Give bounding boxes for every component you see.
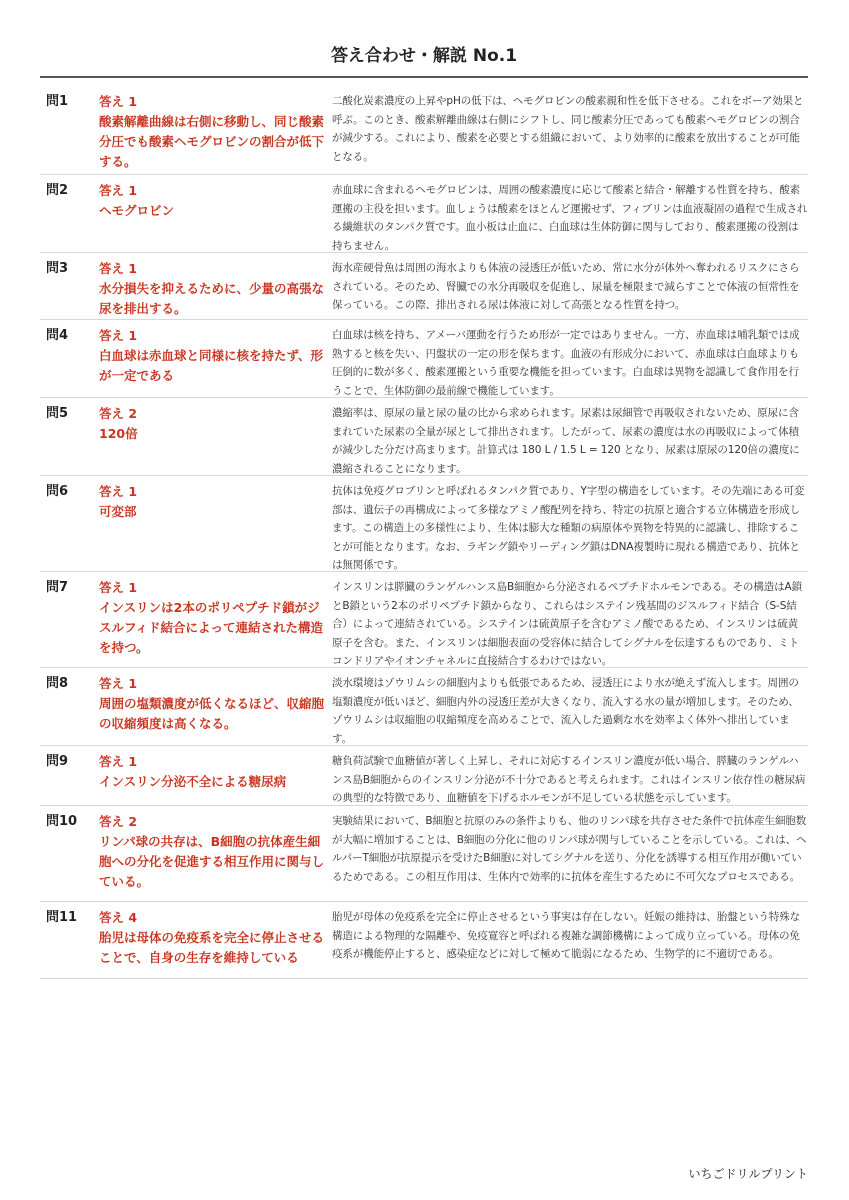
answer-block bbox=[99, 812, 332, 892]
answer-text: 120倍 bbox=[99, 426, 138, 441]
question-number: 問6 bbox=[46, 484, 69, 499]
question-row-1 bbox=[40, 86, 808, 175]
answer-choice: 答え 1 bbox=[99, 261, 138, 276]
question-number: 問10 bbox=[46, 814, 78, 829]
answer-text: ヘモグロビン bbox=[99, 203, 175, 218]
question-row-2 bbox=[40, 175, 808, 253]
answer-block bbox=[99, 259, 332, 319]
answer-text: 周囲の塩類濃度が低くなるほど、収縮胞の収縮頻度は高くなる。 bbox=[99, 696, 325, 731]
answer-text: 可変部 bbox=[99, 504, 137, 519]
answer-block bbox=[99, 578, 332, 658]
answer-block bbox=[99, 92, 332, 172]
question-number: 問1 bbox=[46, 94, 69, 109]
explanation-text: 海水産硬骨魚は周囲の海水よりも体液の浸透圧が低いため、常に水分が体外へ奪われるリスクにさらされている。そのため、腎臓での水分再吸収を促進し、尿量を極限まで減らすことで体液の恒常性を保っている。この際、排出される尿は体液に対して高張となる性質を持つ。 bbox=[332, 262, 800, 311]
question-row-4 bbox=[40, 320, 808, 398]
answer-choice: 答え 1 bbox=[99, 676, 138, 691]
answer-choice: 答え 1 bbox=[99, 94, 138, 109]
explanation-text: 実験結果において、B細胞と抗原のみの条件よりも、他のリンパ球を共存させた条件で抗体産生細胞数が大幅に増加することは、B細胞の分化に他のリンパ球が関与していることを示している。これは、ヘルパーT細胞が抗原提示を受けたB細胞に対してシグナルを送り、分化を誘導する相互作用が働いているためである。この相互作用は、生体内で効率的に抗体を産生するために不可欠なプロセスである。 bbox=[332, 815, 807, 883]
question-row-8 bbox=[40, 668, 808, 746]
answer-list bbox=[40, 86, 808, 979]
question-row-10 bbox=[40, 806, 808, 902]
answer-block bbox=[99, 908, 332, 968]
answer-choice: 答え 1 bbox=[99, 328, 138, 343]
explanation-text: 淡水環境はゾウリムシの細胞内よりも低張であるため、浸透圧により水が絶えず流入します。周囲の塩類濃度が低いほど、細胞内外の浸透圧差が大きくなり、流入する水の量が増加します。そのため、ゾウリムシは収縮胞の収縮頻度を高めることで、流入した過剰な水を効率よく体外へ排出しています。 bbox=[332, 677, 799, 745]
question-number: 問2 bbox=[46, 183, 69, 198]
question-row-3 bbox=[40, 253, 808, 320]
explanation-text: 抗体は免疫グロブリンと呼ばれるタンパク質であり、Y字型の構造をしています。その先端にある可変部は、遺伝子の再構成によって多様なアミノ酸配列を持ち、特定の抗原と適合する立体構造を形成します。この構造上の多様性により、生体は膨大な種類の病原体や異物を特異的に認識し、排除することが可能となります。なお、ラギング鎖やリーディング鎖はDNA複製時に現れる構造であり、抗体とは無関係です。 bbox=[332, 485, 805, 571]
answer-text: 水分損失を抑えるために、少量の高張な尿を排出する。 bbox=[99, 281, 325, 316]
answer-block bbox=[99, 482, 332, 522]
explanation-text: 胎児が母体の免疫系を完全に停止させるという事実は存在しない。妊娠の維持は、胎盤という特殊な構造による物理的な隔離や、免疫寛容と呼ばれる複雑な調節機構によって成り立っている。母体の免疫系が機能停止すると、感染症などに対して極めて脆弱になるため、生物学的に不適切である。 bbox=[332, 911, 800, 960]
answer-text: 酸素解離曲線は右側に移動し、同じ酸素分圧でも酸素ヘモグロビンの割合が低下する。 bbox=[99, 114, 325, 169]
answer-choice: 答え 1 bbox=[99, 183, 138, 198]
answer-text: 白血球は赤血球と同様に核を持たず、形が一定である bbox=[99, 348, 324, 383]
explanation-text: 赤血球に含まれるヘモグロビンは、周囲の酸素濃度に応じて酸素と結合・解離する性質を持ち、酸素運搬の主役を担います。血しょうは酸素をほとんど運搬せず、フィブリンは血液凝固の過程で生成される繊維状のタンパク質です。血小板は止血に、白血球は生体防御に関与しており、酸素運搬の役割は持ちません。 bbox=[332, 184, 808, 252]
answer-text: インスリンは2本のポリペプチド鎖がジスルフィド結合によって連結された構造を持つ。 bbox=[99, 600, 324, 655]
explanation-text: 糖負荷試験で血糖値が著しく上昇し、それに対応するインスリン濃度が低い場合、膵臓のランゲルハンス島B細胞からのインスリン分泌が不十分であると考えられます。これはインスリン依存性の糖尿病の典型的な特徴であり、血糖値を下げるホルモンが不足している状態を示しています。 bbox=[332, 755, 806, 804]
explanation-text: 濃縮率は、原尿の量と尿の量の比から求められます。尿素は尿細管で再吸収されないため、原尿に含まれていた尿素の全量が尿として排出されます。したがって、尿素の濃度は水の再吸収によって体積が減少した分だけ高まります。計算式は 180 L / 1.5 L = 120 となり、尿素は原尿の120倍の濃度に濃縮されることになります。 bbox=[332, 407, 800, 475]
question-row-7 bbox=[40, 572, 808, 668]
answer-choice: 答え 2 bbox=[99, 814, 138, 829]
answer-block bbox=[99, 404, 332, 444]
question-number: 問8 bbox=[46, 676, 69, 691]
question-number: 問7 bbox=[46, 580, 69, 595]
question-number: 問3 bbox=[46, 261, 69, 276]
answer-block bbox=[99, 752, 332, 792]
explanation-text: インスリンは膵臓のランゲルハンス島B細胞から分泌されるペプチドホルモンである。その構造はA鎖とB鎖という2本のポリペプチド鎖からなり、これらはシステイン残基間のジスルフィド結合（S-S結合）によって連結されている。システインは硫黄原子を含むアミノ酸であるため、インスリンは硫黄原子を含む。また、インスリンは細胞表面の受容体に結合してシグナルを伝達するものであり、ミトコンドリアやイオンチャネルに直接結合するわけではない。 bbox=[332, 581, 802, 667]
answer-text: 胎児は母体の免疫系を完全に停止させることで、自身の生存を維持している bbox=[99, 930, 325, 965]
answer-choice: 答え 1 bbox=[99, 484, 138, 499]
answer-choice: 答え 1 bbox=[99, 580, 138, 595]
answer-block bbox=[99, 674, 332, 734]
footer-brand: いちごドリルプリント bbox=[688, 1167, 808, 1181]
explanation-text: 二酸化炭素濃度の上昇やpHの低下は、ヘモグロビンの酸素親和性を低下させる。これをボーア効果と呼ぶ。このとき、酸素解離曲線は右側にシフトし、同じ酸素分圧であっても酸素ヘモグロビンの割合が減少する。これにより、酸素を必要とする組織において、より効率的に酸素を放出することが可能となる。 bbox=[332, 95, 804, 163]
question-number: 問11 bbox=[46, 910, 78, 925]
explanation-text: 白血球は核を持ち、アメーバ運動を行うため形が一定ではありません。一方、赤血球は哺乳類では成熟すると核を失い、円盤状の一定の形を保ちます。血液の有形成分において、赤血球は白血球よりも圧倒的に数が多く、酸素運搬という重要な機能を担っています。白血球は異物を認識して食作用を行うことで、生体防御の最前線で機能しています。 bbox=[332, 329, 800, 397]
question-row-9 bbox=[40, 746, 808, 806]
answer-choice: 答え 1 bbox=[99, 754, 138, 769]
page-title: 答え合わせ・解説 No.1 bbox=[330, 46, 518, 66]
question-row-6 bbox=[40, 476, 808, 572]
answer-text: インスリン分泌不全による糖尿病 bbox=[99, 774, 287, 789]
question-row-5 bbox=[40, 398, 808, 476]
answer-text: リンパ球の共存は、B細胞の抗体産生細胞への分化を促進する相互作用に関与している。 bbox=[99, 834, 325, 889]
answer-choice: 答え 4 bbox=[99, 910, 138, 925]
title-divider bbox=[40, 76, 808, 78]
answer-block bbox=[99, 326, 332, 386]
question-number: 問9 bbox=[46, 754, 69, 769]
answer-block bbox=[99, 181, 332, 221]
question-row-11 bbox=[40, 902, 808, 979]
question-number: 問4 bbox=[46, 328, 69, 343]
question-number: 問5 bbox=[46, 406, 69, 421]
answer-choice: 答え 2 bbox=[99, 406, 138, 421]
